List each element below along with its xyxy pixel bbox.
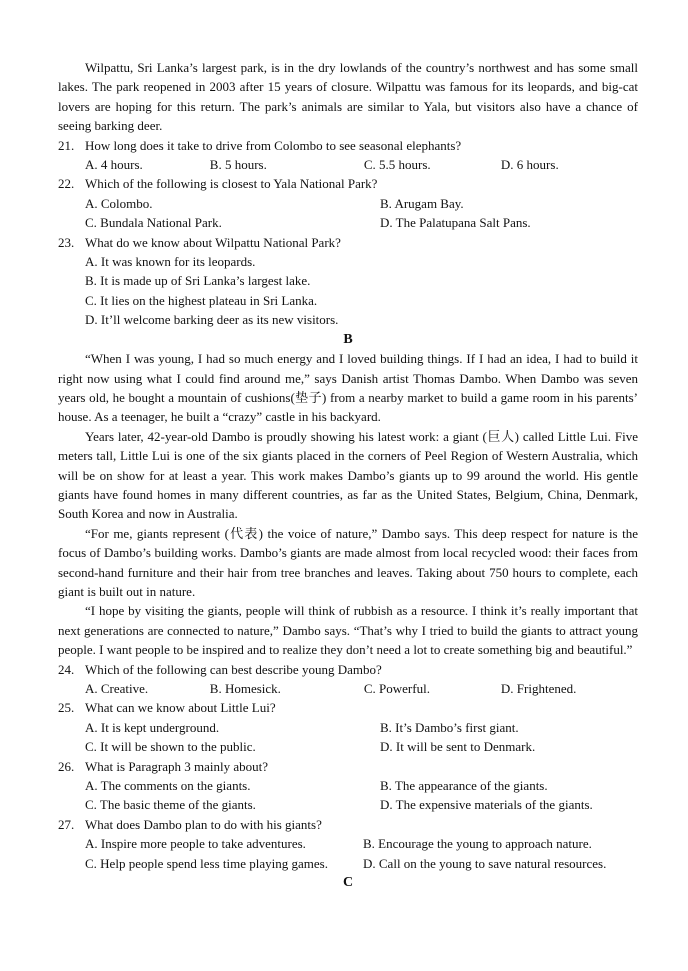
question-23: [58, 233, 638, 252]
option-b[interactable]: B. It’s Dambo’s first giant.: [380, 719, 519, 735]
question-27: [58, 815, 638, 834]
question-stem: What is Paragraph 3 mainly about?: [85, 758, 269, 774]
question-21: [58, 136, 638, 155]
option-d[interactable]: D. It’ll welcome barking deer as its new visitors.: [85, 312, 339, 328]
options-row: [58, 834, 638, 853]
options-row: [58, 194, 638, 213]
passage-b-paragraph-1: “When I was young, I had so much energy and I loved building things. If I had an idea, I had to build it right now using what I could find around me,” says Danish artist Thomas Dambo. When Dambo was seven years old, he bought a mountain of cushions(垫子) from a nearby market to build a game room in his parents’ house. As a teenager, he built a “crazy” castle in his backyard.: [58, 351, 638, 425]
option-b[interactable]: B. Homesick.: [209, 681, 281, 696]
option-b[interactable]: B. Encourage the young to approach nature.: [363, 836, 592, 852]
option-a[interactable]: A. It is kept underground.: [85, 719, 220, 735]
question-number: 21.: [58, 137, 75, 153]
question-22: [58, 174, 638, 193]
options-row: [58, 795, 638, 814]
question-number: 24.: [58, 661, 75, 677]
option-d[interactable]: D. Frightened.: [500, 681, 577, 696]
question-stem: How long does it take to drive from Colombo to see seasonal elephants?: [85, 137, 462, 153]
question-24: [58, 660, 638, 679]
question-stem: What does Dambo plan to do with his giants?: [85, 816, 322, 832]
option-a[interactable]: A. It was known for its leopards.: [85, 254, 256, 270]
option-a[interactable]: A. The comments on the giants.: [85, 778, 251, 794]
question-number: 27.: [58, 816, 75, 832]
exam-page: [58, 58, 638, 892]
option-a[interactable]: A. Creative.: [85, 681, 149, 696]
question-25: [58, 698, 638, 717]
option-c[interactable]: C. Powerful.: [363, 681, 430, 696]
question-stem: What can we know about Little Lui?: [85, 700, 276, 716]
option-a[interactable]: A. Colombo.: [85, 195, 153, 211]
question-stem: Which of the following can best describe young Dambo?: [85, 661, 382, 677]
option-c[interactable]: C. It lies on the highest plateau in Sri Lanka.: [85, 292, 318, 308]
options-row: [58, 776, 638, 795]
question-number: 23.: [58, 234, 75, 250]
option-d[interactable]: D. 6 hours.: [500, 157, 559, 173]
option-c[interactable]: C. The basic theme of the giants.: [85, 797, 256, 813]
option-b[interactable]: B. 5 hours.: [209, 157, 267, 173]
option-d[interactable]: D. It will be sent to Denmark.: [380, 739, 536, 755]
options-row: [58, 854, 638, 873]
options-row: [58, 155, 638, 174]
passage-b-paragraph-2: Years later, 42-year-old Dambo is proudly showing his latest work: a giant (巨人) called Little Lui. Five meters tall, Little Lui is one of the six giants placed in the corners of Peel Region of Western Australia, which will be on show for at least a year. This work makes Dambo’s giants up to 99 around the world. His gentle giants have found homes in many different countries, as far as the United States, Belgium, China, Denmark, South Korea and now in Australia.: [58, 428, 638, 522]
passage-b-paragraph-4: “I hope by visiting the giants, people will think of rubbish as a resource. I think it’s really important that next generations are connected to nature,” Dambo says. “That’s why I tried to build the giants to attract young people. I want people to be inspired and to realize they don’t need a lot to create something big and beautiful.”: [58, 603, 638, 658]
option-d[interactable]: D. The expensive materials of the giants.: [380, 797, 593, 813]
passage-a-paragraph: Wilpattu, Sri Lanka’s largest park, is in the dry lowlands of the country’s northwest and has some small lakes. The park reopened in 2003 after 15 years of closure. Wilpattu was famous for its leopards, and big-cat lovers are hoping for this return. The park’s animals are similar to Yala, but visitors also have a chance of seeing barking deer.: [58, 60, 638, 134]
question-stem: Which of the following is closest to Yala National Park?: [85, 176, 378, 192]
option-b[interactable]: B. Arugam Bay.: [380, 195, 464, 211]
option-c[interactable]: C. Help people spend less time playing games.: [85, 855, 328, 871]
question-number: 22.: [58, 176, 75, 192]
option-a[interactable]: A. Inspire more people to take adventures.: [85, 836, 306, 852]
section-b-heading: B: [343, 331, 353, 347]
question-number: 25.: [58, 700, 75, 716]
option-a[interactable]: A. 4 hours.: [85, 157, 143, 173]
question-26: [58, 757, 638, 776]
question-stem: What do we know about Wilpattu National Park?: [85, 234, 341, 250]
option-c[interactable]: C. Bundala National Park.: [85, 215, 222, 231]
options-row: [58, 737, 638, 756]
options-row: [58, 679, 638, 698]
option-b[interactable]: B. It is made up of Sri Lanka’s largest lake.: [85, 273, 311, 289]
passage-b-paragraph-3: “For me, giants represent (代表) the voice of nature,” Dambo says. This deep respect for nature is the focus of Dambo’s building works. Dambo’s giants are made almost from local recycled wood: their faces from second-hand furniture and their hair from tree branches and leaves. Taking about 750 hours to complete, each giant is built out in nature.: [58, 525, 638, 599]
options-row: [58, 718, 638, 737]
section-c-heading: C: [342, 875, 354, 891]
option-c[interactable]: C. 5.5 hours.: [363, 157, 431, 173]
question-number: 26.: [58, 758, 75, 774]
option-d[interactable]: D. Call on the young to save natural resources.: [363, 855, 607, 871]
option-c[interactable]: C. It will be shown to the public.: [85, 739, 256, 755]
option-b[interactable]: B. The appearance of the giants.: [380, 778, 548, 794]
option-d[interactable]: D. The Palatupana Salt Pans.: [380, 215, 531, 231]
options-row: [58, 213, 638, 232]
